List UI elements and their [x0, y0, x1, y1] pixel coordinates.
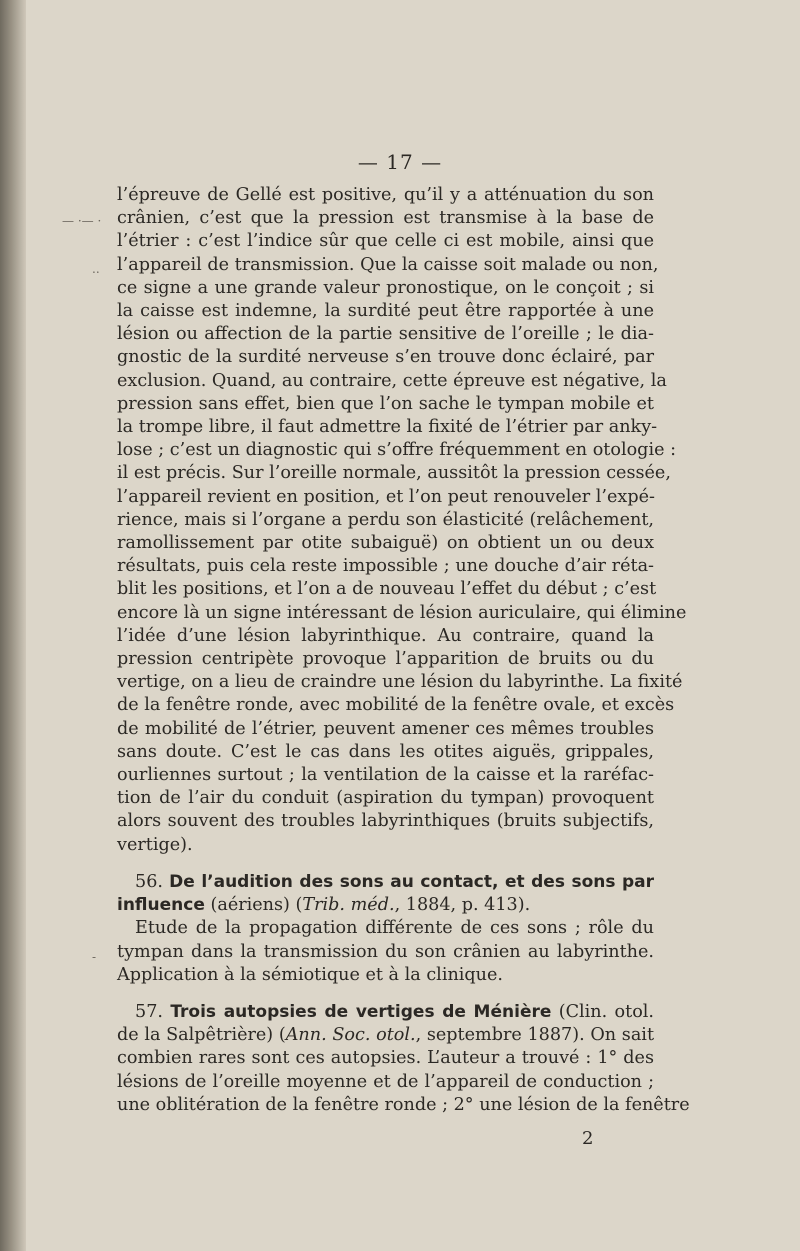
text-line: blit les positions, et l’on a de nouveau l’effet du début ; c’est	[117, 579, 657, 600]
text-line: encore là un signe intéressant de lésion auriculaire, qui élimine	[117, 602, 687, 623]
entry-line2-rest: , septembre 1887). On sait	[415, 1025, 655, 1046]
text-line: lésion ou affection de la partie sensitive de l’oreille ; le dia-	[117, 324, 654, 345]
signature-mark: 2	[582, 1128, 594, 1149]
text-line: rience, mais si l’organe a perdu son élasticité (relâchement,	[117, 509, 654, 530]
spacer	[117, 987, 654, 1001]
page-number: — 17 —	[357, 150, 443, 174]
text-line: tion de l’air du conduit (aspiration du tympan) provoquent	[117, 788, 654, 809]
text-line: de la fenêtre ronde, avec mobilité de la fenêtre ovale, et excès	[117, 695, 675, 716]
spacer	[117, 857, 654, 871]
text-line: l’idée d’une lésion labyrinthique. Au contraire, quand la	[117, 625, 654, 646]
text-line: sans doute. C’est le cas dans les otites aiguës, grippales,	[117, 741, 654, 762]
entry-57-heading	[117, 1001, 654, 1024]
journal-title: Ann. Soc. otol.	[285, 1025, 416, 1046]
entry-56-body	[117, 917, 654, 987]
text-line: gnostic de la surdité nerveuse s’en trouve donc éclairé, par	[117, 347, 654, 368]
text-line: l’appareil de transmission. Que la caisse soit malade ou non,	[117, 254, 659, 275]
margin-mark: — ·— ·	[62, 214, 102, 228]
entry-title: De l’audition des sons au contact, et des sons par	[169, 871, 655, 892]
text-line: ce signe a une grande valeur pronostique, on le conçoit ; si	[117, 277, 654, 298]
entry-line2-start: de la Salpêtrière) (	[117, 1025, 286, 1046]
text-line: lésions de l’oreille moyenne et de l’appareil de conduction ;	[117, 1071, 654, 1092]
entry-title-paren: (aériens)	[210, 895, 290, 916]
entry-number: 56.	[135, 871, 163, 892]
paragraph	[117, 184, 687, 857]
text-line: exclusion. Quand, au contraire, cette épreuve est négative, la	[117, 370, 667, 391]
text-line: ourliennes surtout ; la ventilation de la caisse et la raréfac-	[117, 765, 654, 786]
text-line: tympan dans la transmission du son crânien au labyrinthe.	[117, 941, 654, 962]
text-line: de mobilité de l’étrier, peuvent amener ces mêmes troubles	[117, 718, 654, 739]
entry-56-heading	[117, 871, 654, 894]
entry-title-cont: influence	[117, 895, 205, 916]
text-line: Application à la sémiotique et à la clinique.	[117, 964, 503, 985]
text-line: Etude de la propagation différente de ces sons ; rôle du	[135, 918, 654, 939]
text-line: combien rares sont ces autopsies. L’auteur a trouvé : 1° des	[117, 1048, 654, 1069]
entry-57-body	[117, 1047, 690, 1117]
text-line: lose ; c’est un diagnostic qui s’offre fréquemment en otologie :	[117, 440, 676, 461]
text-line: résultats, puis cela reste impossible ; une douche d’air réta-	[117, 556, 654, 577]
entry-ref-open: (	[295, 895, 303, 916]
text-line: ramollissement par otite subaiguë) on obtient un ou deux	[117, 533, 654, 554]
text-line: l’appareil revient en position, et l’on peut renouveler l’expé-	[117, 486, 655, 507]
text-line: alors souvent des troubles labyrinthiques (bruits subjectifs,	[117, 811, 654, 832]
entry-57-line2	[117, 1024, 654, 1047]
text-line: pression centripète provoque l’apparition de bruits ou du	[117, 649, 654, 670]
margin-mark: ..	[92, 262, 100, 276]
text-line: la caisse est indemne, la surdité peut être rapportée à une	[117, 301, 654, 322]
entry-title: Trois autopsies de vertiges de Ménière	[170, 1001, 552, 1022]
entry-ref-rest: , 1884, p. 413).	[394, 895, 531, 916]
journal-title: Trib. méd.	[302, 895, 395, 916]
text-line: vertige, on a lieu de craindre une lésion du labyrinthe. La fixité	[117, 672, 683, 693]
text-line: une oblitération de la fenêtre ronde ; 2° une lésion de la fenêtre	[117, 1094, 690, 1115]
page-text	[117, 184, 690, 1117]
text-line: l’étrier : c’est l’indice sûr que celle ci est mobile, ainsi que	[117, 231, 654, 252]
text-line: l’épreuve de Gellé est positive, qu’il y a atténuation du son	[117, 185, 654, 205]
text-line: la trompe libre, il faut admettre la fixité de l’étrier par anky-	[117, 417, 658, 438]
entry-ref-start: (Clin. otol.	[558, 1001, 655, 1022]
entry-56-heading-cont	[117, 894, 654, 917]
text-line: vertige).	[117, 834, 193, 855]
book-spine-shadow	[0, 0, 26, 1251]
text-line: pression sans effet, bien que l’on sache le tympan mobile et	[117, 393, 654, 414]
entry-number: 57.	[135, 1001, 163, 1022]
margin-mark: -	[92, 950, 97, 964]
text-line: crânien, c’est que la pression est transmise à la base de	[117, 208, 654, 229]
text-line: il est précis. Sur l’oreille normale, aussitôt la pression cessée,	[117, 463, 671, 484]
